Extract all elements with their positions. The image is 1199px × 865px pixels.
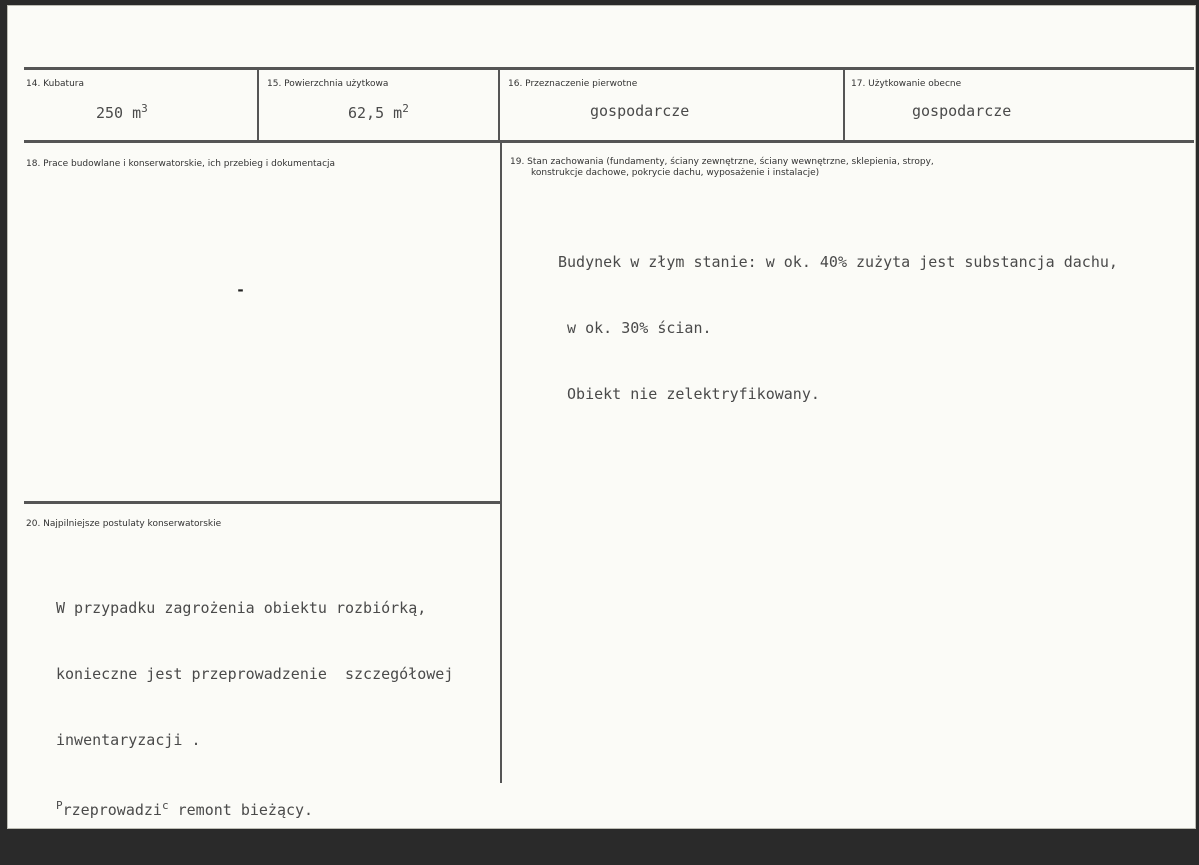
- field19-text: [558, 207, 1118, 449]
- field20-line-4-mid: rzeprowadzi: [62, 801, 162, 819]
- inventory-card: [7, 5, 1196, 829]
- divider-16-17: [843, 69, 845, 142]
- field18-value: -: [236, 281, 246, 299]
- field20-line-3: inwentaryzacji .: [56, 731, 201, 749]
- field19-line-2: w ok. 30% ścian.: [558, 319, 712, 337]
- row1-bottom-rule: [24, 140, 1194, 143]
- field20-line-4-prefix: P: [56, 799, 63, 812]
- field14-label: 14. Kubatura: [26, 79, 85, 89]
- field19-label-line1: 19. Stan zachowania (fundamenty, ściany zewnętrzne, ściany wewnętrzne, sklepienia, stropy,: [510, 157, 934, 167]
- field20-line-4: [56, 795, 453, 821]
- field14-value-exponent: 3: [141, 102, 148, 115]
- field16-value: gospodarcze: [590, 102, 690, 120]
- field15-value-exponent: 2: [402, 102, 409, 115]
- field16-label: 16. Przeznaczenie pierwotne: [508, 79, 638, 89]
- divider-main: [500, 142, 502, 783]
- field15-value: [348, 102, 409, 122]
- field20-line-4-rest: remont bieżący.: [168, 801, 314, 819]
- field14-value-text: 250 m: [96, 104, 142, 122]
- field17-value: gospodarcze: [912, 102, 1012, 120]
- field20-label: 20. Najpilniejsze postulaty konserwatorskie: [26, 519, 222, 529]
- field19-line-3: Obiekt nie zelektryfikowany.: [558, 385, 820, 403]
- field20-line-1: W przypadku zagrożenia obiektu rozbiórką,: [56, 599, 427, 617]
- divider-15-16: [498, 69, 500, 142]
- field20-line-2: konieczne jest przeprowadzenie szczegółowej: [56, 665, 454, 683]
- field17-label: 17. Użytkowanie obecne: [851, 79, 962, 89]
- field15-label: 15. Powierzchnia użytkowa: [267, 79, 389, 89]
- field15-value-text: 62,5 m: [348, 104, 403, 122]
- top-rule: [24, 67, 1194, 70]
- divider-14-15: [257, 69, 259, 142]
- field20-text: [56, 553, 453, 865]
- field19-line-1: Budynek w złym stanie: w ok. 40% zużyta jest substancja dachu,: [558, 253, 1118, 271]
- field19-label-line2: konstrukcje dachowe, pokrycie dachu, wyposażenie i instalacje): [531, 168, 820, 178]
- field14-value: [96, 102, 148, 122]
- field20-line-4-sup: c: [161, 799, 169, 812]
- field18-label: 18. Prace budowlane i konserwatorskie, ich przebieg i dokumentacja: [26, 159, 336, 169]
- field20-top-rule: [24, 501, 500, 504]
